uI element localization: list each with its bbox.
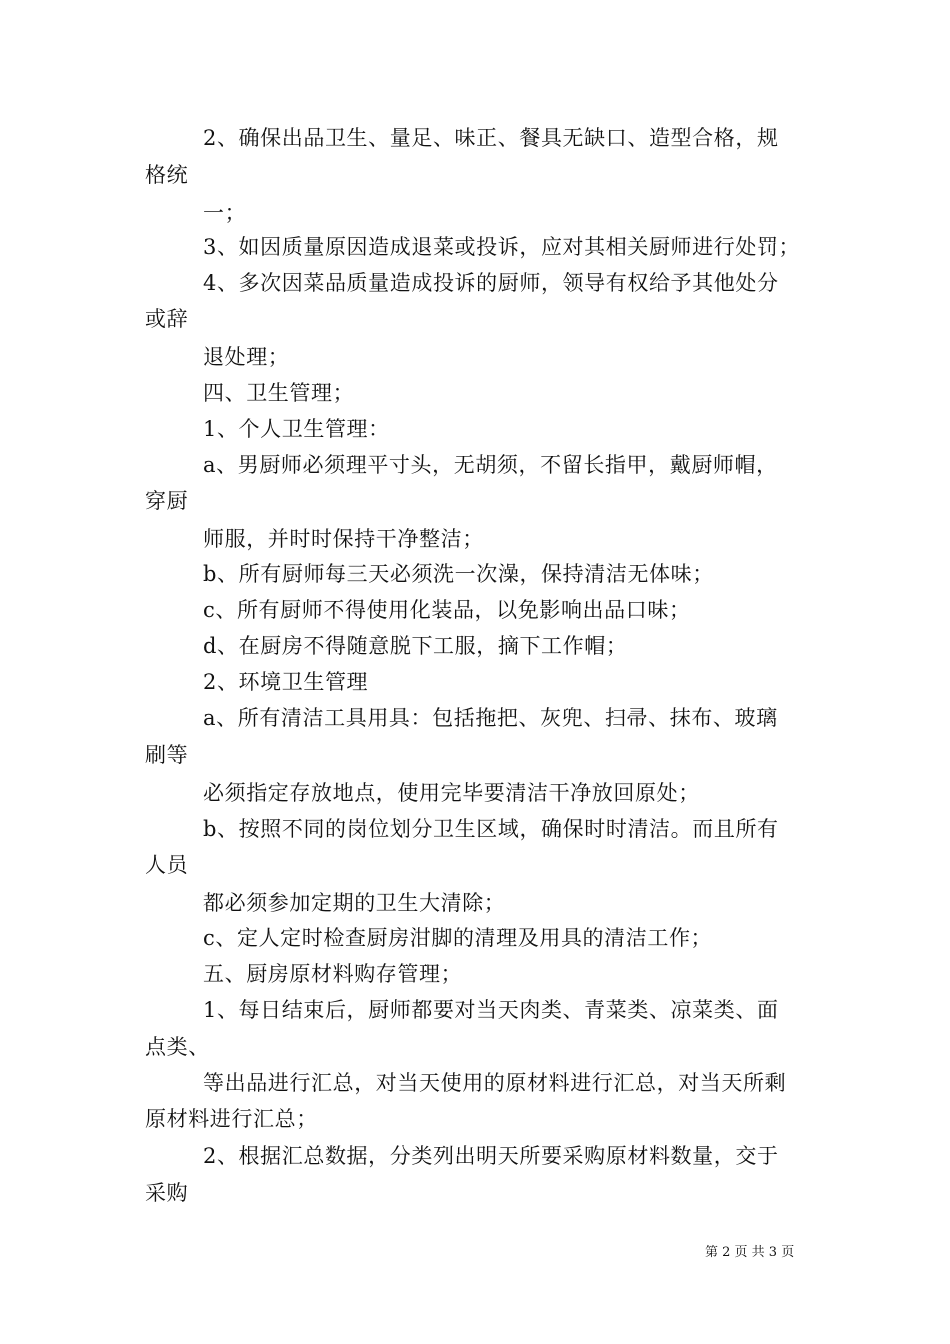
text-line: 1、个人卫生管理： bbox=[203, 417, 390, 441]
text-line: 刷等 bbox=[145, 743, 189, 767]
text-line: a、所有清洁工具用具：包括拖把、灰兜、扫帚、抹布、玻璃 bbox=[203, 706, 778, 730]
text-line: 4、多次因菜品质量造成投诉的厨师，领导有权给予其他处分 bbox=[203, 271, 779, 295]
text-line: 等出品进行汇总，对当天使用的原材料进行汇总，对当天所剩 bbox=[203, 1071, 787, 1095]
text-line: 穿厨 bbox=[145, 489, 189, 513]
text-line: 采购 bbox=[145, 1181, 189, 1205]
page-number: 第 2 页 共 3 页 bbox=[705, 1245, 795, 1260]
text-line: a、男厨师必须理平寸头，无胡须，不留长指甲，戴厨师帽， bbox=[203, 453, 778, 477]
text-line: 一； bbox=[203, 201, 247, 225]
text-line: 师服，并时时保持干净整洁； bbox=[203, 527, 484, 551]
text-line: 退处理； bbox=[203, 345, 290, 369]
text-line: 点类、 bbox=[145, 1035, 210, 1059]
text-line: c、所有厨师不得使用化装品，以免影响出品口味； bbox=[203, 598, 691, 622]
text-line: d、在厨房不得随意脱下工服，摘下工作帽； bbox=[203, 634, 628, 658]
text-line: b、所有厨师每三天必须洗一次澡，保持清洁无体味； bbox=[203, 562, 714, 586]
text-line: 或辞 bbox=[145, 307, 189, 331]
text-line: 必须指定存放地点，使用完毕要清洁干净放回原处； bbox=[203, 781, 700, 805]
text-line: 2、确保出品卫生、量足、味正、餐具无缺口、造型合格，规 bbox=[203, 126, 779, 150]
text-line: 人员 bbox=[145, 853, 189, 877]
text-line: 格统 bbox=[145, 163, 189, 187]
text-line: 四、卫生管理； bbox=[203, 381, 355, 405]
text-line: 都必须参加定期的卫生大清除； bbox=[203, 891, 506, 915]
text-line: 1、每日结束后，厨师都要对当天肉类、青菜类、凉菜类、面 bbox=[203, 998, 779, 1022]
text-line: 五、厨房原材料购存管理； bbox=[203, 962, 463, 986]
text-line: 3、如因质量原因造成退菜或投诉，应对其相关厨师进行处罚； bbox=[203, 235, 801, 259]
text-line: b、按照不同的岗位划分卫生区域，确保时时清洁。而且所有 bbox=[203, 817, 779, 841]
text-line: 2、根据汇总数据，分类列出明天所要采购原材料数量，交于 bbox=[203, 1144, 779, 1168]
text-line: 原材料进行汇总； bbox=[145, 1107, 318, 1131]
text-line: 2、环境卫生管理 bbox=[203, 670, 369, 694]
text-line: c、定人定时检查厨房泔脚的清理及用具的清洁工作； bbox=[203, 926, 713, 950]
